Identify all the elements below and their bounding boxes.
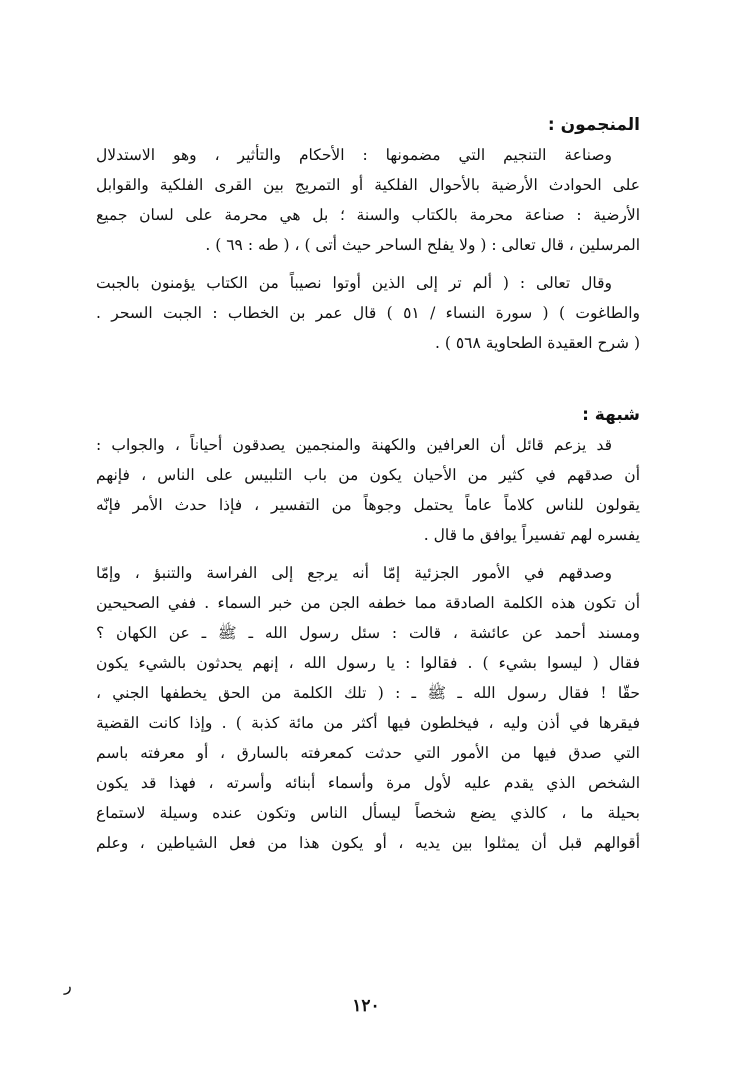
page-number: ١٢٠ <box>352 996 380 1016</box>
text-line: يقولون للناس كلاماً عاماً يحتمل وجوهاً من التفسير ، فإذا حدث الأمر فإنّه <box>96 496 640 514</box>
paragraph-doubt-answer <box>96 430 640 550</box>
text-line: التي صدق فيها من الأمور التي حدثت كمعرفته بالسارق ، أو معرفته باسم <box>96 744 640 762</box>
text-line: أن صدقهم في كثير من الأحيان يكون من باب التلبيس على الناس ، فإنهم <box>96 466 640 484</box>
text-line: فقال ( ليسوا بشيء ) . فقالوا : يا رسول الله ، إنهم يحدثون بالشيء يكون <box>96 654 640 672</box>
section-heading-astrologers: المنجمون : <box>547 115 640 135</box>
text-line: فيقرها في أذن وليه ، فيخلطون فيها أكثر من مائة كذبة ) . وإذا كانت القضية <box>96 714 640 732</box>
text-line: والطاغوت ) ( سورة النساء / ٥١ ) قال عمر بن الخطاب : الجبت السحر . <box>96 304 641 322</box>
text-line: ( شرح العقيدة الطحاوية ٥٦٨ ) . <box>435 334 640 352</box>
paragraph-partial-truth <box>96 558 640 858</box>
text-line: وصناعة التنجيم التي مضمونها : الأحكام والتأثير ، وهو الاستدلال <box>96 146 612 164</box>
text-line: وقال تعالى : ( ألم تر إلى الذين أوتوا نصيباً من الكتاب يؤمنون بالجبت <box>96 274 612 292</box>
text-line: حقّا ! فقال رسول الله ـ ﷺ ـ : ( تلك الكلمة من الحق يخطفها الجني ، <box>96 684 640 702</box>
paragraph-quran-verse <box>96 268 640 358</box>
text-line: قد يزعم قائل أن العرافين والكهنة والمنجمين يصدقون أحياناً ، والجواب : <box>96 436 612 454</box>
text-line: المرسلين ، قال تعالى : ( ولا يفلح الساحر حيث أتى ) ، ( طه : ٦٩ ) . <box>205 236 640 254</box>
text-line: الشخص الذي يقدم عليه لأول مرة وأسماء أبنائه وأسرته ، فهذا قد يكون <box>96 774 640 792</box>
text-line: الأرضية : صناعة محرمة بالكتاب والسنة ؛ بل هي محرمة على لسان جميع <box>96 206 640 224</box>
catchword-mark: ر <box>64 976 72 995</box>
text-line: وصدقهم في الأمور الجزئية إمّا أنه يرجع إلى الفراسة والتنبؤ ، وإمّا <box>96 564 612 582</box>
text-line: يفسره لهم تفسيراً يوافق ما قال . <box>423 526 640 544</box>
paragraph-astrology-definition <box>96 140 640 260</box>
page-body <box>96 110 640 866</box>
text-line: ومسند أحمد عن عائشة ، قالت : سئل رسول الله ـ ﷺ ـ عن الكهان ؟ <box>96 624 640 642</box>
text-line: أقوالهم قبل أن يمثلوا بين يديه ، أو يكون هذا من فعل الشياطين ، وعلم <box>96 834 640 852</box>
section-heading-doubt: شبهة : <box>582 405 640 425</box>
text-line: بحيلة ما ، كالذي يضع شخصاً ليسأل الناس وتكون عنده وسيلة لاستماع <box>96 804 640 822</box>
text-line: على الحوادث الأرضية بالأحوال الفلكية أو التمريج بين القرى الفلكية والقوابل <box>96 176 640 194</box>
text-line: أن تكون هذه الكلمة الصادقة مما خطفه الجن من خبر السماء . ففي الصحيحين <box>96 594 640 612</box>
section-spacer <box>96 366 640 400</box>
